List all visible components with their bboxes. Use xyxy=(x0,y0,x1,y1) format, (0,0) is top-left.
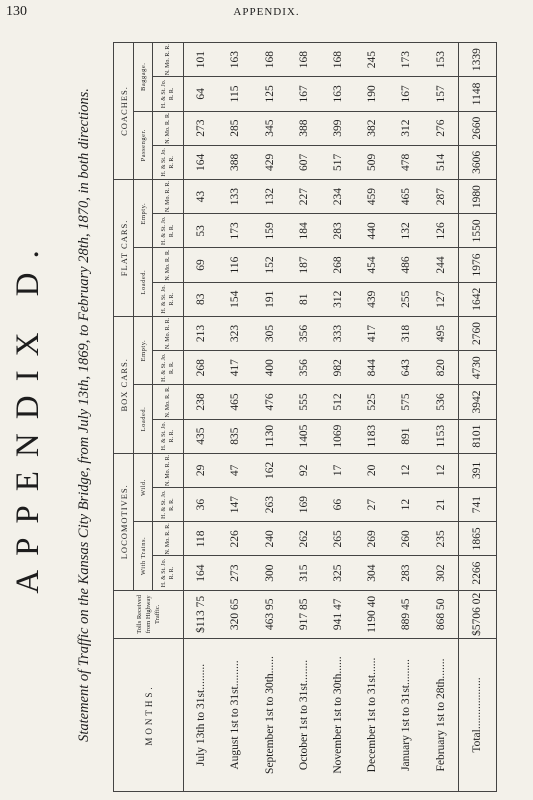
value-cell: 47 xyxy=(218,453,252,487)
value-cell: 20 xyxy=(355,453,389,487)
rotated-appendix-content xyxy=(0,30,533,800)
tolls-cell: 917 85 xyxy=(287,590,321,638)
value-cell: 465 xyxy=(389,179,423,213)
value-cell: 213 xyxy=(184,316,219,350)
value-cell: 388 xyxy=(287,111,321,145)
railroad-header-nmo: N. Mo. R. R. xyxy=(153,522,184,556)
railroad-header-hsj: H. & St. Jo. R. R. xyxy=(153,145,184,179)
value-cell: 184 xyxy=(287,214,321,248)
value-cell: 191 xyxy=(252,282,286,316)
tolls-cell: 463 95 xyxy=(252,590,286,638)
value-cell: 12 xyxy=(389,488,423,522)
railroad-header-nmo: N. Mo. R. R. xyxy=(153,43,184,77)
value-cell: 262 xyxy=(287,522,321,556)
value-cell: 1183 xyxy=(355,419,389,453)
value-cell: 2266 xyxy=(458,556,496,590)
railroad-header-nmo: N. Mo. R. R. xyxy=(153,248,184,282)
value-cell: 1069 xyxy=(321,419,355,453)
value-cell: 260 xyxy=(389,522,423,556)
value-cell: 287 xyxy=(423,179,458,213)
value-cell: 240 xyxy=(252,522,286,556)
value-cell: 153 xyxy=(423,43,458,77)
table-row xyxy=(355,43,389,792)
value-cell: 255 xyxy=(389,282,423,316)
value-cell: 300 xyxy=(252,556,286,590)
value-cell: 168 xyxy=(287,43,321,77)
tolls-cell: $5706 02 xyxy=(458,590,496,638)
tolls-header: Tolls Received from Highway Traffic. xyxy=(114,590,184,638)
value-cell: 147 xyxy=(218,488,252,522)
value-cell: 276 xyxy=(423,111,458,145)
value-cell: 312 xyxy=(389,111,423,145)
value-cell: 2760 xyxy=(458,316,496,350)
value-cell: 29 xyxy=(184,453,219,487)
railroad-header-nmo: N. Mo. R. R. xyxy=(153,316,184,350)
value-cell: 53 xyxy=(184,214,219,248)
value-cell: 459 xyxy=(355,179,389,213)
value-cell: 268 xyxy=(184,351,219,385)
value-cell: 835 xyxy=(218,419,252,453)
value-cell: 8101 xyxy=(458,419,496,453)
table-row xyxy=(218,43,252,792)
value-cell: 273 xyxy=(218,556,252,590)
value-cell: 982 xyxy=(321,351,355,385)
month-cell: December 1st to 31st...... xyxy=(355,639,389,792)
value-cell: 333 xyxy=(321,316,355,350)
value-cell: 167 xyxy=(389,77,423,111)
value-cell: 168 xyxy=(252,43,286,77)
value-cell: 163 xyxy=(218,43,252,77)
value-cell: 607 xyxy=(287,145,321,179)
value-cell: 3606 xyxy=(458,145,496,179)
value-cell: 133 xyxy=(218,179,252,213)
value-cell: 43 xyxy=(184,179,219,213)
railroad-header-hsj: H. & St. Jo. R. R. xyxy=(153,214,184,248)
value-cell: 168 xyxy=(321,43,355,77)
value-cell: 265 xyxy=(321,522,355,556)
month-cell: September 1st to 30th...... xyxy=(252,639,286,792)
railroad-header-hsj: H. & St. Jo. R. R. xyxy=(153,419,184,453)
value-cell: 118 xyxy=(184,522,219,556)
value-cell: 263 xyxy=(252,488,286,522)
value-cell: 1339 xyxy=(458,43,496,77)
value-cell: 163 xyxy=(321,77,355,111)
value-cell: 1148 xyxy=(458,77,496,111)
group-box-cars: BOX CARS. xyxy=(114,316,134,453)
value-cell: 495 xyxy=(423,316,458,350)
value-cell: 4730 xyxy=(458,351,496,385)
month-cell: January 1st to 31st......... xyxy=(389,639,423,792)
value-cell: 325 xyxy=(321,556,355,590)
value-cell: 417 xyxy=(355,316,389,350)
railroad-header-hsj: H. & St. Jo. R. R. xyxy=(153,77,184,111)
value-cell: 891 xyxy=(389,419,423,453)
value-cell: 1865 xyxy=(458,522,496,556)
total-row xyxy=(458,43,496,792)
value-cell: 66 xyxy=(321,488,355,522)
sub-box-loaded: Loaded. xyxy=(134,385,153,453)
value-cell: 132 xyxy=(389,214,423,248)
value-cell: 486 xyxy=(389,248,423,282)
value-cell: 388 xyxy=(218,145,252,179)
value-cell: 187 xyxy=(287,248,321,282)
value-cell: 101 xyxy=(184,43,219,77)
table-row xyxy=(287,43,321,792)
value-cell: 323 xyxy=(218,316,252,350)
sub-wild: Wild. xyxy=(134,453,153,521)
value-cell: 244 xyxy=(423,248,458,282)
value-cell: 173 xyxy=(389,43,423,77)
value-cell: 27 xyxy=(355,488,389,522)
value-cell: 400 xyxy=(252,351,286,385)
value-cell: 555 xyxy=(287,385,321,419)
group-locomotives: LOCOMOTIVES. xyxy=(114,453,134,590)
value-cell: 115 xyxy=(218,77,252,111)
value-cell: 21 xyxy=(423,488,458,522)
table-row xyxy=(389,43,423,792)
value-cell: 476 xyxy=(252,385,286,419)
sub-with-trains: With Trains. xyxy=(134,522,153,590)
value-cell: 1153 xyxy=(423,419,458,453)
value-cell: 439 xyxy=(355,282,389,316)
value-cell: 399 xyxy=(321,111,355,145)
tolls-cell: $113 75 xyxy=(184,590,219,638)
value-cell: 92 xyxy=(287,453,321,487)
value-cell: 315 xyxy=(287,556,321,590)
appendix-title: APPENDIX D. xyxy=(10,236,46,594)
tolls-cell: 1190 40 xyxy=(355,590,389,638)
tolls-cell: 868 50 xyxy=(423,590,458,638)
value-cell: 152 xyxy=(252,248,286,282)
value-cell: 81 xyxy=(287,282,321,316)
value-cell: 234 xyxy=(321,179,355,213)
running-title: APPENDIX. xyxy=(233,6,300,18)
value-cell: 2660 xyxy=(458,111,496,145)
traffic-table xyxy=(113,42,497,792)
value-cell: 478 xyxy=(389,145,423,179)
value-cell: 116 xyxy=(218,248,252,282)
month-cell: October 1st to 31st........ xyxy=(287,639,321,792)
value-cell: 512 xyxy=(321,385,355,419)
value-cell: 83 xyxy=(184,282,219,316)
value-cell: 127 xyxy=(423,282,458,316)
table-row xyxy=(252,43,286,792)
value-cell: 283 xyxy=(389,556,423,590)
value-cell: 465 xyxy=(218,385,252,419)
value-cell: 575 xyxy=(389,385,423,419)
month-cell: July 13th to 31st......... xyxy=(184,639,219,792)
value-cell: 273 xyxy=(184,111,219,145)
railroad-header-nmo: N. Mo. R. R. xyxy=(153,111,184,145)
value-cell: 391 xyxy=(458,453,496,487)
value-cell: 235 xyxy=(423,522,458,556)
total-label: Total.................. xyxy=(458,639,496,792)
value-cell: 305 xyxy=(252,316,286,350)
table-row xyxy=(321,43,355,792)
value-cell: 304 xyxy=(355,556,389,590)
statement-title: Statement of Traffic on the Kansas City Bridge, from July 13th, 1869, to February 28th, 1870, in both directions. xyxy=(76,88,92,742)
value-cell: 69 xyxy=(184,248,219,282)
value-cell: 154 xyxy=(218,282,252,316)
value-cell: 1642 xyxy=(458,282,496,316)
value-cell: 132 xyxy=(252,179,286,213)
value-cell: 302 xyxy=(423,556,458,590)
value-cell: 643 xyxy=(389,351,423,385)
value-cell: 820 xyxy=(423,351,458,385)
value-cell: 126 xyxy=(423,214,458,248)
page-number: 130 xyxy=(6,4,27,19)
value-cell: 382 xyxy=(355,111,389,145)
value-cell: 514 xyxy=(423,145,458,179)
value-cell: 173 xyxy=(218,214,252,248)
sub-flat-empty: Empty. xyxy=(134,179,153,247)
value-cell: 3942 xyxy=(458,385,496,419)
month-cell: August 1st to 31st......... xyxy=(218,639,252,792)
group-coaches: COACHES. xyxy=(114,43,134,180)
railroad-header-hsj: H. & St. Jo. R. R. xyxy=(153,556,184,590)
value-cell: 741 xyxy=(458,488,496,522)
value-cell: 454 xyxy=(355,248,389,282)
value-cell: 844 xyxy=(355,351,389,385)
value-cell: 285 xyxy=(218,111,252,145)
value-cell: 12 xyxy=(423,453,458,487)
value-cell: 1405 xyxy=(287,419,321,453)
value-cell: 429 xyxy=(252,145,286,179)
railroad-header-nmo: N. Mo. R. R. xyxy=(153,385,184,419)
value-cell: 167 xyxy=(287,77,321,111)
tolls-cell: 320 65 xyxy=(218,590,252,638)
value-cell: 238 xyxy=(184,385,219,419)
value-cell: 356 xyxy=(287,351,321,385)
value-cell: 440 xyxy=(355,214,389,248)
value-cell: 345 xyxy=(252,111,286,145)
value-cell: 169 xyxy=(287,488,321,522)
value-cell: 525 xyxy=(355,385,389,419)
value-cell: 1130 xyxy=(252,419,286,453)
page-header xyxy=(0,0,533,26)
sub-passenger: Passenger. xyxy=(134,111,153,179)
sub-box-empty: Empty. xyxy=(134,316,153,384)
value-cell: 190 xyxy=(355,77,389,111)
value-cell: 517 xyxy=(321,145,355,179)
value-cell: 64 xyxy=(184,77,219,111)
railroad-header-nmo: N. Mo. R. R. xyxy=(153,453,184,487)
value-cell: 157 xyxy=(423,77,458,111)
value-cell: 17 xyxy=(321,453,355,487)
value-cell: 1980 xyxy=(458,179,496,213)
month-cell: February 1st to 28th....... xyxy=(423,639,458,792)
value-cell: 1976 xyxy=(458,248,496,282)
value-cell: 417 xyxy=(218,351,252,385)
value-cell: 159 xyxy=(252,214,286,248)
value-cell: 536 xyxy=(423,385,458,419)
value-cell: 12 xyxy=(389,453,423,487)
value-cell: 164 xyxy=(184,145,219,179)
sub-flat-loaded: Loaded. xyxy=(134,248,153,316)
value-cell: 125 xyxy=(252,77,286,111)
value-cell: 509 xyxy=(355,145,389,179)
tolls-cell: 941 47 xyxy=(321,590,355,638)
tolls-cell: 889 45 xyxy=(389,590,423,638)
month-cell: November 1st to 30th...... xyxy=(321,639,355,792)
railroad-header-hsj: H. & St. Jo. R. R. xyxy=(153,351,184,385)
value-cell: 269 xyxy=(355,522,389,556)
value-cell: 1550 xyxy=(458,214,496,248)
table-row xyxy=(423,43,458,792)
railroad-header-hsj: H. & St. Jo. R. R. xyxy=(153,488,184,522)
value-cell: 435 xyxy=(184,419,219,453)
value-cell: 356 xyxy=(287,316,321,350)
value-cell: 283 xyxy=(321,214,355,248)
value-cell: 245 xyxy=(355,43,389,77)
value-cell: 164 xyxy=(184,556,219,590)
value-cell: 226 xyxy=(218,522,252,556)
group-flat-cars: FLAT CARS. xyxy=(114,179,134,316)
months-header: MONTHS. xyxy=(114,639,184,792)
value-cell: 318 xyxy=(389,316,423,350)
value-cell: 162 xyxy=(252,453,286,487)
value-cell: 312 xyxy=(321,282,355,316)
table-row xyxy=(184,43,219,792)
value-cell: 227 xyxy=(287,179,321,213)
value-cell: 268 xyxy=(321,248,355,282)
railroad-header-hsj: H. & St. Jo. R. R. xyxy=(153,282,184,316)
value-cell: 36 xyxy=(184,488,219,522)
sub-baggage: Baggage. xyxy=(134,43,153,112)
table-body xyxy=(184,43,497,792)
railroad-header-nmo: N. Mo. R. R. xyxy=(153,179,184,213)
